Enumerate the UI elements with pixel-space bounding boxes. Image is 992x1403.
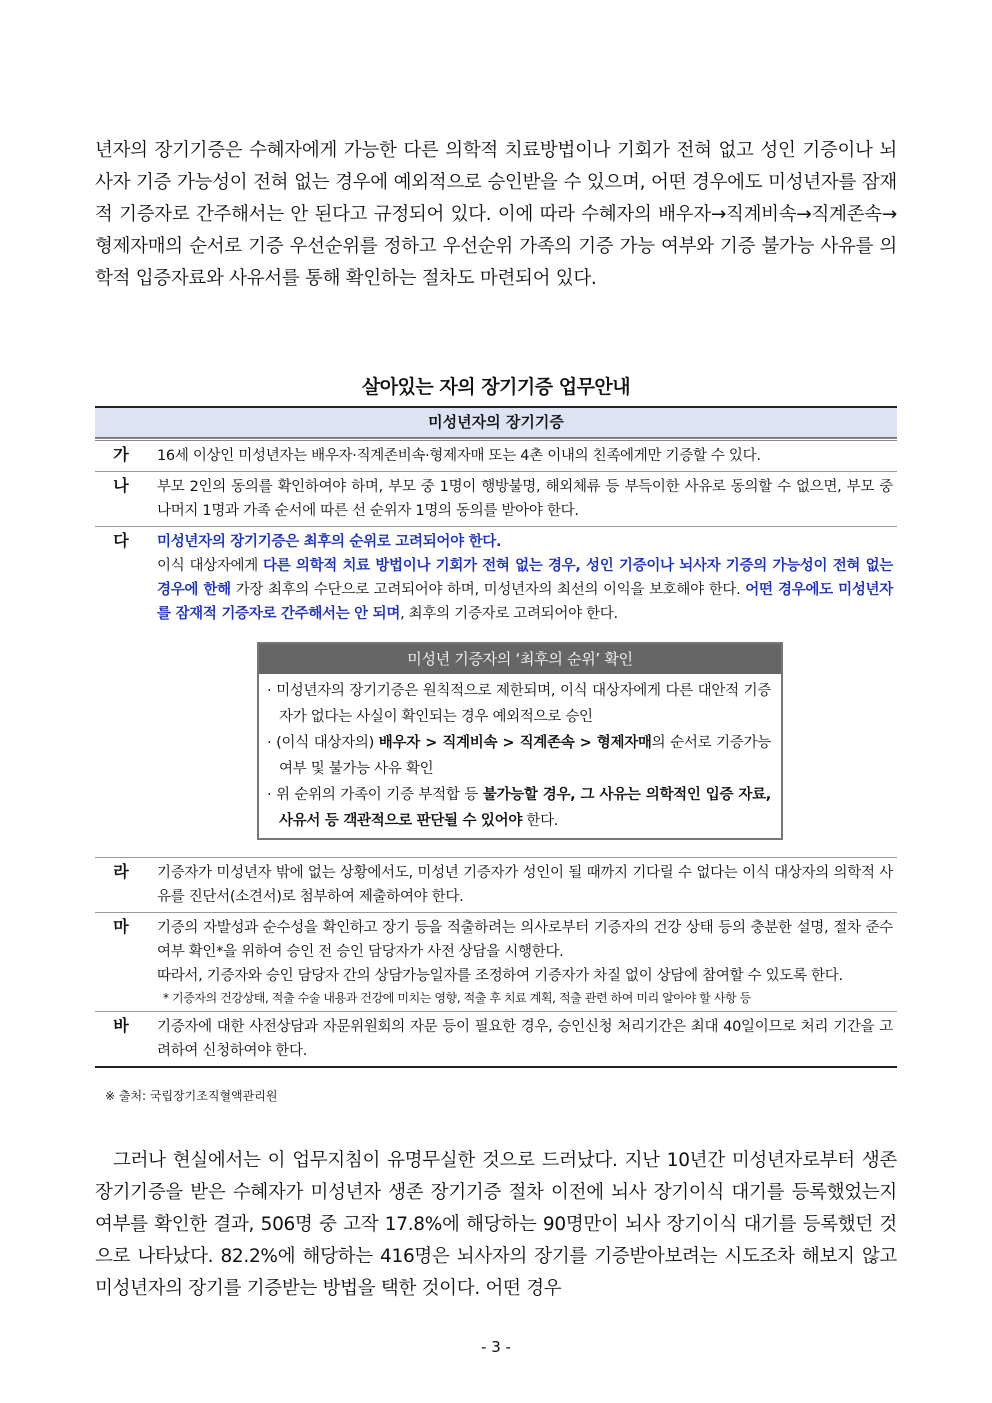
row-text: 기증자에 대한 사전상담과 자문위원회의 자문 등이 필요한 경우, 승인신청 처리기간은 최대 40일이므로 처리 기간을 고려하여 신청하여야 한다. <box>157 1019 893 1059</box>
row-body-da <box>147 527 893 857</box>
emphasis-segment: 다른 의학적 치료 방법이나 기회가 전혀 없는 경우, 성인 기증이나 뇌사자 기증의 가능성이 전혀 없는 경우에 한해 <box>157 558 893 598</box>
row-text: 기증의 자발성과 순수성을 확인하고 장기 등을 적출하려는 의사로부터 기증자의 건강 상태 등의 충분한 설명, 절차 준수여부 확인*을 위하여 승인 전 승인 담당자가 사전 상담을 시행한다. <box>157 920 893 960</box>
callout-item <box>267 782 771 834</box>
row-mark: 바 <box>113 1016 129 1035</box>
row-mark: 라 <box>113 862 129 881</box>
table-title: 살아있는 자의 장기기증 업무안내 <box>361 376 631 398</box>
emphasis-segment: 불가능할 경우, 그 사유는 의학적인 입증 자료, 사유서 등 객관적으로 판단될 수 있어야 <box>279 787 771 829</box>
callout-body <box>259 674 781 838</box>
guide-row-na <box>95 471 897 526</box>
text-segment: 이식 대상자에게 <box>157 558 263 574</box>
guide-row-ra <box>95 857 897 912</box>
row-detail <box>157 554 893 626</box>
guide-row-ga <box>95 438 897 471</box>
row-footnote: * 기증자의 건강상태, 적출 수술 내용과 건강에 미치는 영향, 적출 후 치료 계획, 적출 관련 하여 미리 알아야 할 사항 등 <box>163 991 751 1005</box>
row-text: 16세 이상인 미성년자는 배우자·직계존비속·형제자매 또는 4촌 이내의 친족에게만 기증할 수 있다. <box>157 448 761 464</box>
page-number: - 3 - <box>481 1338 511 1356</box>
callout-item <box>267 730 771 782</box>
row-text: 기증자가 미성년자 밖에 없는 상황에서도, 미성년 기증자가 성인이 될 때까지 기다릴 수 없다는 이식 대상자의 의학적 사유를 진단서(소견서)로 첨부하여 제출하여야 한다. <box>157 865 893 905</box>
source-note: ※ 출처: 국립장기조직혈액관리원 <box>105 1089 278 1103</box>
guide-row-da <box>95 526 897 857</box>
row-mark: 다 <box>113 531 129 550</box>
closing-paragraph: 그러나 현실에서는 이 업무지침이 유명무실한 것으로 드러났다. 지난 10년간 미성년자로부터 생존 장기기증을 받은 수혜자가 미성년자 생존 장기기증 절차 이전에 뇌사 장기이식 대기를 등록했었는지 여부를 확인한 결과, 506명 중 고작 17.8%에 해당하는 90명만이 뇌사 장기이식 대기를 등록했던 것으로 나타났다. 82.2%에 해당하는 416명은 뇌사자의 장기를 기증받아보려는 시도조차 해보지 않고 미성년자의 장기를 기증받는 방법을 택한 것이다. 어떤 경우 <box>95 1150 897 1299</box>
guide-header: 미성년자의 장기기증 <box>95 408 897 438</box>
row-mark: 나 <box>113 476 129 495</box>
text-segment: · (이식 대상자의) <box>267 735 379 751</box>
row-text: 부모 2인의 동의를 확인하여야 하며, 부모 중 1명이 행방불명, 해외체류 등 부득이한 사유로 동의할 수 없으면, 부모 중 나머지 1명과 가족 순서에 따른 선 순위자 1명의 동의를 받아야 한다. <box>157 479 893 519</box>
row-body-ma <box>147 913 893 1011</box>
row-lead-sentence: 미성년자의 장기기증은 최후의 순위로 고려되어야 한다. <box>157 534 502 550</box>
callout-item: · 미성년자의 장기기증은 원칙적으로 제한되며, 이식 대상자에게 다른 대안적 기증자가 없다는 사실이 확인되는 경우 예외적으로 승인 <box>267 683 771 725</box>
text-segment: 의 순서로 기증가능 여부 및 불가능 사유 확인 <box>279 735 771 777</box>
callout-title: 미성년 기증자의 ‘최후의 순위’ 확인 <box>259 644 781 674</box>
intro-paragraph: 년자의 장기기증은 수혜자에게 가능한 다른 의학적 치료방법이나 기회가 전혀 없고 성인 기증이나 뇌사자 기증 가능성이 전혀 없는 경우에 예외적으로 승인받을 수 있으며, 어떤 경우에도 미성년자를 잠재적 기증자로 간주해서는 안 된다고 규정되어 있다. 이에 따라 수혜자의 배우자→직계비속→직계존속→형제자매의 순서로 기증 우선순위를 정하고 우선순위 가족의 기증 가능 여부와 기증 불가능 사유를 의학적 입증자료와 사유서를 통해 확인하는 절차도 마련되어 있다. <box>95 140 897 289</box>
emphasis-segment: 어떤 경우에도 미성년자를 잠재적 기증자로 간주해서는 안 되며 <box>157 582 893 622</box>
text-segment: , 최후의 기증자로 고려되어야 한다. <box>400 606 618 622</box>
text-segment: · 위 순위의 가족이 기증 부적합 등 <box>267 787 483 803</box>
row-mark: 가 <box>113 445 129 464</box>
text-segment: 한다. <box>522 813 559 829</box>
guide-table <box>95 406 897 1068</box>
guide-row-ba <box>95 1011 897 1066</box>
text-segment: 가장 최후의 수단으로 고려되어야 하며, 미성년자의 최선의 이익을 보호해야 한다. <box>230 582 746 598</box>
last-resort-callout <box>257 642 783 840</box>
guide-row-ma <box>95 912 897 1011</box>
row-mark: 마 <box>113 917 129 936</box>
row-text: 따라서, 기증자와 승인 담당자 간의 상담가능일자를 조정하여 기증자가 차질 없이 상담에 참여할 수 있도록 한다. <box>157 968 843 984</box>
emphasis-segment: 배우자 > 직계비속 > 직계존속 > 형제자매 <box>378 735 652 751</box>
